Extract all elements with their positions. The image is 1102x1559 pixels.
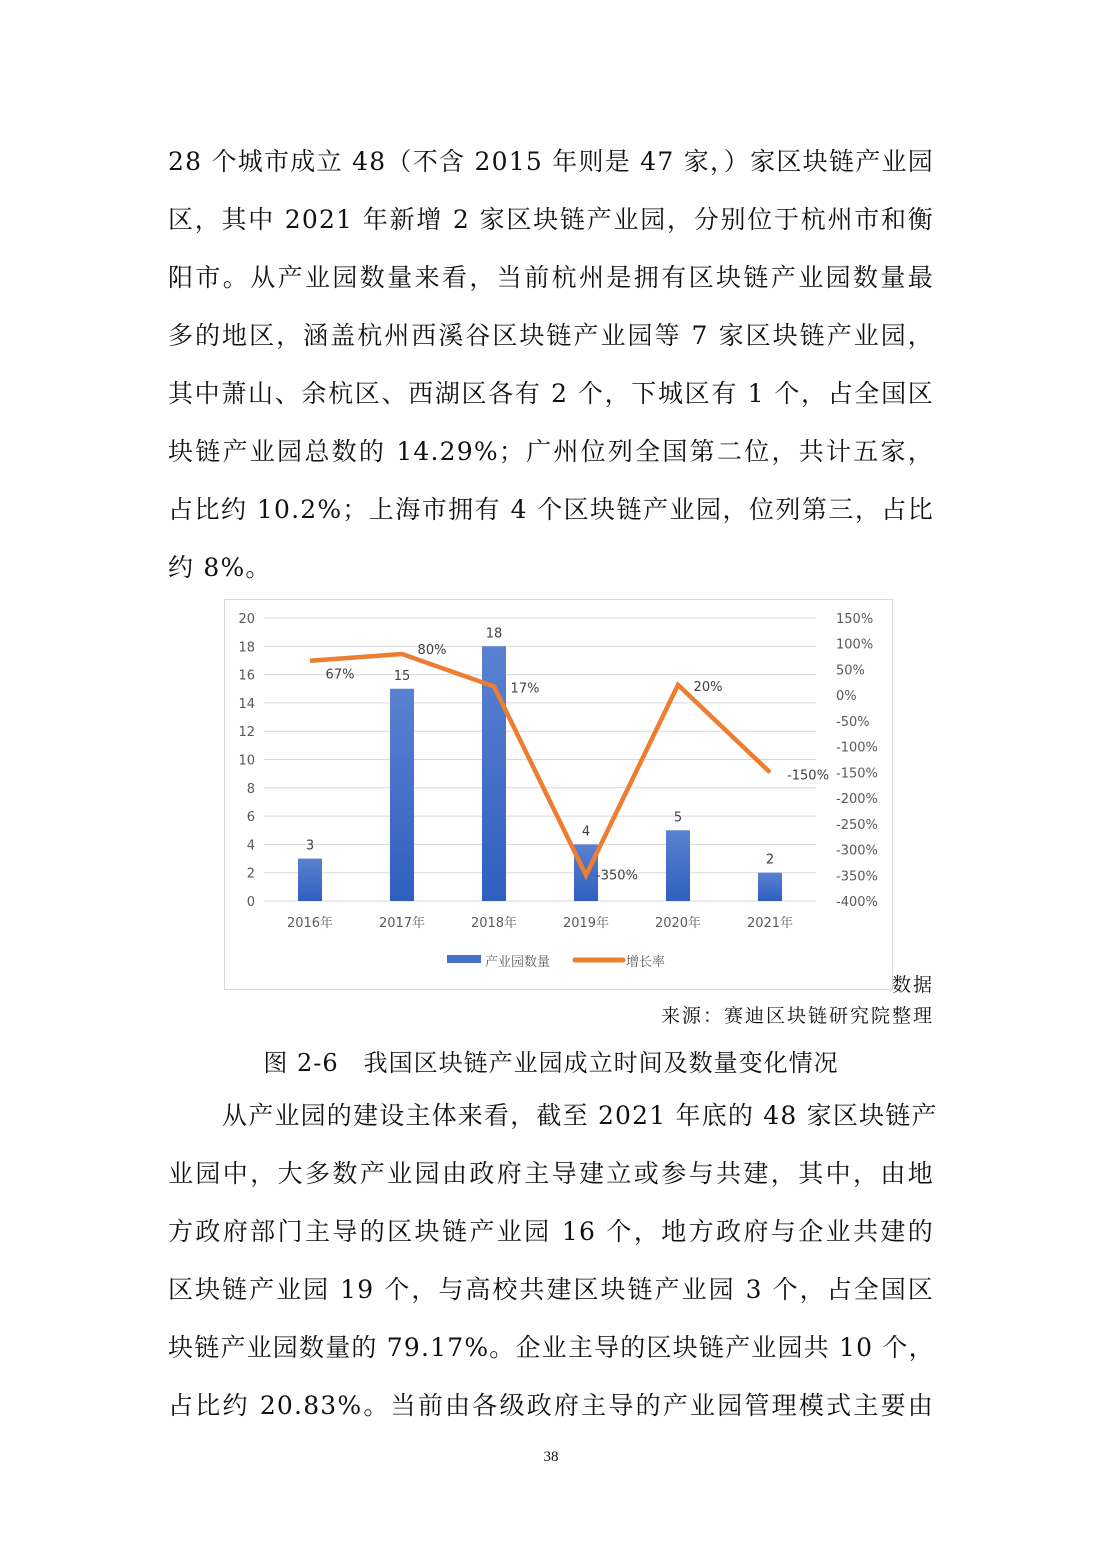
line-value-label: 20% [693, 679, 723, 695]
bar [758, 873, 782, 901]
text-line: 块链产业园总数的 14.29%；广州位列全国第二位，共计五家， [168, 437, 934, 466]
chart-canvas [225, 600, 892, 989]
left-axis-tick: 12 [238, 725, 255, 741]
right-axis-tick: -200% [836, 792, 878, 808]
bar-value-label: 5 [673, 810, 683, 826]
legend-label-line: 增长率 [626, 955, 666, 970]
x-axis-category: 2021年 [746, 916, 794, 931]
left-axis-tick: 10 [238, 753, 255, 769]
text-line: 约 8%。 [168, 553, 272, 582]
line-value-label: 67% [325, 667, 355, 683]
source-note-line-2: 来源：赛迪区块链研究院整理 [660, 1005, 934, 1027]
text-line: 业园中，大多数产业园由政府主导建立或参与共建，其中，由地 [168, 1159, 934, 1188]
source-note-line-1: 数据 [892, 974, 935, 996]
x-axis-category: 2016年 [286, 916, 334, 931]
text-line: 占比约 20.83%。当前由各级政府主导的产业园管理模式主要由 [168, 1391, 934, 1420]
right-axis-tick: -250% [836, 817, 878, 833]
bar-value-label: 4 [581, 824, 591, 840]
left-axis-tick: 18 [238, 640, 255, 656]
line-value-label: -150% [787, 768, 829, 784]
page-number: 38 [543, 1449, 559, 1465]
right-axis-tick: -150% [836, 766, 878, 782]
right-axis-tick: 0% [836, 689, 857, 705]
left-axis-tick: 6 [246, 810, 255, 826]
text-line: 块链产业园数量的 79.17%。企业主导的区块链产业园共 10 个， [168, 1333, 935, 1362]
bar-value-label: 15 [393, 668, 411, 684]
bar-value-label: 3 [305, 838, 315, 854]
left-axis-tick: 2 [246, 866, 255, 882]
left-axis-tick: 0 [246, 895, 255, 910]
right-axis-tick: -350% [836, 869, 878, 885]
right-axis-tick: -400% [836, 895, 878, 910]
text-line: 其中萧山、余杭区、西湖区各有 2 个，下城区有 1 个，占全国区 [168, 379, 934, 408]
bar [390, 689, 414, 901]
left-axis-tick: 14 [238, 696, 255, 712]
x-axis-category: 2020年 [654, 916, 702, 931]
bar [666, 830, 690, 901]
figure-caption: 图 2-6 我国区块链产业园成立时间及数量变化情况 [263, 1049, 839, 1077]
combo-chart [224, 599, 893, 990]
right-axis-tick: 150% [836, 612, 874, 627]
text-line: 方政府部门主导的区块链产业园 16 个，地方政府与企业共建的 [168, 1217, 934, 1246]
text-line: 占比约 10.2%；上海市拥有 4 个区块链产业园，位列第三，占比 [168, 495, 934, 524]
right-axis-tick: 50% [836, 663, 865, 679]
text-line: 从产业园的建设主体来看，截至 2021 年底的 48 家区块链产 [222, 1101, 938, 1130]
text-line: 区块链产业园 19 个，与高校共建区块链产业园 3 个，占全国区 [168, 1275, 934, 1304]
right-axis-tick: -300% [836, 843, 878, 859]
legend-bar-swatch [447, 955, 481, 963]
line-value-label: -350% [596, 868, 638, 884]
x-axis-category: 2018年 [470, 916, 518, 931]
line-value-label: 80% [417, 643, 447, 659]
text-line: 区，其中 2021 年新增 2 家区块链产业园，分别位于杭州市和衡 [168, 205, 934, 234]
legend-label-bars: 产业园数量 [485, 955, 551, 970]
bar-value-label: 2 [765, 852, 775, 868]
left-axis-tick: 16 [238, 668, 255, 684]
x-axis-category: 2017年 [378, 916, 426, 931]
left-axis-tick: 8 [246, 781, 255, 797]
right-axis-tick: -50% [836, 714, 870, 730]
bar [298, 859, 322, 901]
left-axis-tick: 4 [246, 838, 255, 854]
text-line: 28 个城市成立 48（不含 2015 年则是 47 家，）家区块链产业园 [168, 147, 934, 176]
right-axis-tick: -100% [836, 740, 878, 756]
text-line: 多的地区，涵盖杭州西溪谷区块链产业园等 7 家区块链产业园， [168, 321, 934, 350]
right-axis-tick: 100% [836, 637, 874, 653]
x-axis-category: 2019年 [562, 916, 610, 931]
bar-value-label: 18 [485, 626, 503, 642]
text-line: 阳市。从产业园数量来看，当前杭州是拥有区块链产业园数量最 [168, 263, 934, 292]
line-value-label: 17% [510, 681, 540, 697]
left-axis-tick: 20 [238, 612, 255, 627]
